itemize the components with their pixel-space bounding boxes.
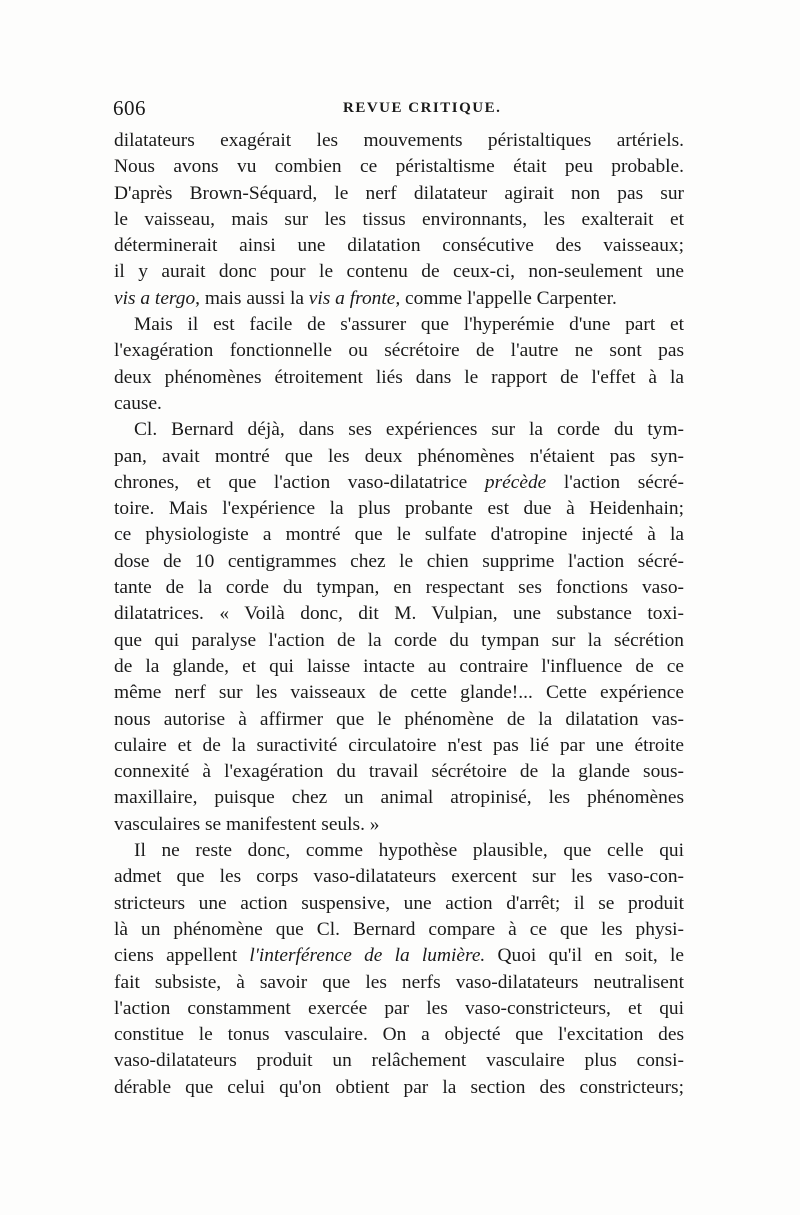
text-segment: Quoi qu'il en soit, le xyxy=(485,945,684,967)
text-line: de la glande, et qui laisse intacte au contraire l'influence de ce xyxy=(114,655,684,677)
text-line: ce physiologiste a montré que le sulfate d'atropine injecté à la xyxy=(114,524,684,546)
text-segment: l'action sécré- xyxy=(546,471,684,493)
text-line: il y aurait donc pour le contenu de ceux-ci, non-seulement une xyxy=(114,261,684,283)
text-line: dérable que celui qu'on obtient par la section des constricteurs; xyxy=(114,1076,684,1098)
text-line: deux phénomènes étroitement liés dans le rapport de l'effet à la xyxy=(114,366,684,388)
text-line: Il ne reste donc, comme hypothèse plausible, que celle qui xyxy=(134,840,684,862)
text-line: même nerf sur les vaisseaux de cette glande!... Cette expérience xyxy=(114,682,684,704)
text-line: déterminerait ainsi une dilatation consécutive des vaisseaux; xyxy=(114,235,684,257)
text-line: Cl. Bernard déjà, dans ses expériences sur la corde du tym- xyxy=(134,419,684,441)
text-line: que qui paralyse l'action de la corde du tympan sur la sécrétion xyxy=(114,629,684,651)
text-line: constitue le tonus vasculaire. On a objecté que l'excitation des xyxy=(114,1024,684,1046)
text-line: l'exagération fonctionnelle ou sécrétoire de l'autre ne sont pas xyxy=(114,340,684,362)
text-line: vaso-dilatateurs produit un relâchement vasculaire plus consi- xyxy=(114,1050,684,1072)
italic-phrase: l'interférence de la lumière. xyxy=(249,945,486,967)
page-number: 606 xyxy=(113,96,146,120)
italic-phrase: vis a fronte, xyxy=(308,287,401,309)
text-line: maxillaire, puisque chez un animal atropinisé, les phénomènes xyxy=(114,787,684,809)
text-line: nous autorise à affirmer que le phénomène de la dilatation vas- xyxy=(114,708,684,730)
text-line xyxy=(114,943,684,969)
text-line xyxy=(114,286,684,312)
text-line: Mais il est facile de s'assurer que l'hyperémie d'une part et xyxy=(134,314,684,336)
text-line: connexité à l'exagération du travail sécrétoire de la glande sous- xyxy=(114,761,684,783)
text-segment: chrones, et que l'action vaso-dilatatrice xyxy=(114,471,485,493)
text-line: D'après Brown-Séquard, le nerf dilatateur agirait non pas sur xyxy=(114,182,684,204)
text-line: dose de 10 centigrammes chez le chien supprime l'action sécré- xyxy=(114,550,684,572)
running-head xyxy=(113,96,685,122)
text-line: l'action constamment exercée par les vaso-constricteurs, et qui xyxy=(114,997,684,1019)
text-line: dilatateurs exagérait les mouvements péristaltiques artériels. xyxy=(114,130,684,151)
text-line: vasculaires se manifestent seuls. » xyxy=(114,813,380,835)
text-line: stricteurs une action suspensive, une action d'arrêt; il se produit xyxy=(114,892,684,914)
italic-phrase: vis a tergo xyxy=(114,287,196,309)
text-line: pan, avait montré que les deux phénomènes n'étaient pas syn- xyxy=(114,445,684,467)
italic-phrase: précède xyxy=(484,471,547,493)
text-line: tante de la corde du tympan, en respectant ses fonctions vaso- xyxy=(114,577,684,599)
text-line xyxy=(114,470,684,496)
text-line: admet que les corps vaso-dilatateurs exercent sur les vaso-con- xyxy=(114,866,684,888)
text-segment: comme l'appelle Carpenter. xyxy=(400,287,617,309)
text-line: Nous avons vu combien ce péristaltisme était peu probable. xyxy=(114,156,684,178)
text-line: cause. xyxy=(114,392,162,414)
body-text xyxy=(114,128,684,1101)
text-line: toire. Mais l'expérience la plus probante est due à Heidenhain; xyxy=(114,498,684,520)
text-line: le vaisseau, mais sur les tissus environnants, les exalterait et xyxy=(114,208,684,230)
text-segment: ciens appellent xyxy=(114,945,250,967)
text-line: là un phénomène que Cl. Bernard compare à ce que les physi- xyxy=(114,918,684,940)
text-line: culaire et de la suractivité circulatoire n'est pas lié par une étroite xyxy=(114,734,684,756)
text-segment: , mais aussi la xyxy=(195,287,309,309)
running-title: REVUE CRITIQUE. xyxy=(343,100,502,116)
text-line: fait subsiste, à savoir que les nerfs vaso-dilatateurs neutralisent xyxy=(114,971,684,993)
text-line: dilatatrices. « Voilà donc, dit M. Vulpian, une substance toxi- xyxy=(114,603,684,625)
